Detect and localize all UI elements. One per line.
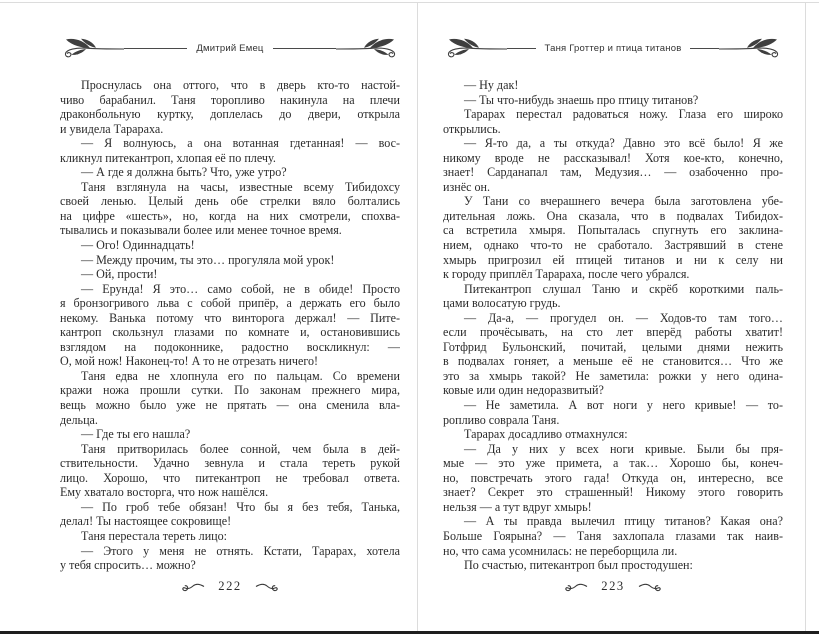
text-line: взглядом на подоконнике, радостно воскликнул: — bbox=[60, 339, 400, 354]
page-text-right bbox=[443, 78, 783, 573]
text-line: Таня притворилась более сонной, чем была в дей- bbox=[81, 441, 400, 456]
right-edge-rule bbox=[805, 2, 806, 631]
running-head-rule bbox=[124, 48, 187, 49]
text-line: са встретила хмыря. Попыталась спугнуть его заклина- bbox=[443, 223, 783, 238]
text-line: О, мой нож! Наконец-то! А то не отрезать ничего! bbox=[60, 354, 319, 369]
text-line: тывались и показывали более или менее точное время. bbox=[60, 223, 342, 238]
page-number: 222 bbox=[218, 579, 242, 594]
text-line: нием, однако что-то не сработало. Застрявший в стене bbox=[443, 238, 783, 253]
page-gutter-rule bbox=[417, 2, 418, 631]
top-rule bbox=[0, 2, 819, 3]
text-line: — Ой, прости! bbox=[81, 267, 158, 282]
text-line: цами волосатую грудь. bbox=[443, 296, 561, 311]
swash-curl-icon bbox=[181, 581, 205, 593]
text-line: Тарарах перестал радоваться ножу. Глаза его широко bbox=[464, 107, 783, 122]
text-line: у тебя спросить… можно? bbox=[60, 558, 196, 573]
running-head-right bbox=[443, 36, 783, 60]
running-head-rule bbox=[507, 48, 536, 49]
text-line: нельзя — а тут вдруг хмырь! bbox=[443, 499, 592, 514]
page-footer-right bbox=[443, 578, 783, 596]
swash-curl-icon bbox=[564, 581, 588, 593]
running-head-title: Таня Гроттер и птица титанов bbox=[544, 42, 682, 54]
swash-curl-icon bbox=[255, 581, 279, 593]
text-line: в подвалах гоняет, а меньше её не становится… Что же bbox=[443, 354, 783, 369]
text-line: У Тани со вчерашнего вечера была заготовлена убе- bbox=[464, 194, 783, 209]
text-line: — Этого у меня не отнять. Кстати, Тарарах, хотела bbox=[81, 543, 400, 558]
page-footer-left bbox=[60, 578, 400, 596]
vine-flourish-icon bbox=[443, 37, 507, 59]
text-line: Готфрид Бульонский, почитай, целыми днями нежить bbox=[443, 339, 783, 354]
text-line: — По гроб тебе обязан! Что бы я без тебя, Танька, bbox=[81, 499, 400, 514]
text-line: Питекантроп слушал Таню и скрёб короткими паль- bbox=[464, 281, 783, 296]
running-head-rule bbox=[273, 48, 336, 49]
text-line: — Да у них у всех ноги кривые. Были бы пря- bbox=[464, 441, 783, 456]
text-line: Проснулась она оттого, что в дверь кто-то настой- bbox=[81, 78, 400, 92]
text-line: — Ого! Одиннадцать! bbox=[81, 238, 195, 253]
text-line: — Да-а, — прогудел он. — Ходов-то там того… bbox=[464, 310, 783, 325]
page-right bbox=[443, 36, 783, 596]
vine-flourish-icon bbox=[719, 37, 783, 59]
text-line: — Ну дак! bbox=[464, 78, 519, 92]
text-line: ропливо соврала Таня. bbox=[443, 412, 560, 427]
text-line: — Между прочим, ты это… прогуляла мой урок! bbox=[81, 252, 335, 267]
text-line: лицо. Хорошо, что питекантроп не требовал ответа. bbox=[60, 470, 400, 485]
text-line: знает! Сарданапал там, Медузия… — озабоченно про- bbox=[443, 165, 783, 180]
page-left bbox=[60, 36, 400, 596]
text-line: — Ерунда! Я это… само собой, не в обиде! Просто bbox=[81, 281, 400, 296]
text-line: Тарарах досадливо отмахнулся: bbox=[464, 427, 628, 442]
text-line: — Я-то да, а ты откуда? Давно это всё было! Я же bbox=[464, 136, 783, 151]
page-number: 223 bbox=[601, 579, 625, 594]
text-line: ковые или один недоразвитый? bbox=[443, 383, 604, 398]
text-line: — Где ты его нашла? bbox=[81, 427, 191, 442]
text-line: вещь можно было уже не прятать — она сменила вла- bbox=[60, 398, 400, 413]
text-line: хмырь пригрозил ей птицей титанов и ни к селу ни bbox=[443, 252, 783, 267]
text-line: — Я волнуюсь, а она вотанная гдетанная! — вос- bbox=[81, 136, 400, 151]
text-line: некому. Ванька потому что винторога держал! — Пите- bbox=[60, 310, 400, 325]
text-line: чиво барабанил. Таня торопливо накинула на плечи bbox=[60, 92, 400, 107]
text-line: — Не заметила. А вот ноги у него кривые! — то- bbox=[464, 398, 783, 413]
text-line: изнёс он. bbox=[443, 179, 491, 194]
text-line: — А где я должна быть? Что, уже утро? bbox=[81, 165, 287, 180]
text-line: открылись. bbox=[443, 121, 501, 136]
vine-flourish-icon bbox=[60, 37, 124, 59]
running-head-rule bbox=[690, 48, 719, 49]
text-line: По счастью, питекантроп был простодушен: bbox=[464, 558, 693, 573]
text-line: Ему хватало восторга, что нож нашёлся. bbox=[60, 485, 269, 500]
text-line: к городу приплёл Тарараха, после чего убрался. bbox=[443, 267, 690, 282]
text-line: ствительности. Удачно зевнула и стала тереть рукой bbox=[60, 456, 400, 471]
text-line: своей ленью. Целый день обе стрелки вяло болтались bbox=[60, 194, 400, 209]
text-line: делал! Ты настоящее сокровище! bbox=[60, 514, 232, 529]
vine-flourish-icon bbox=[336, 37, 400, 59]
text-line: кражи ножа прошли сутки. По законам прежнего мира, bbox=[60, 383, 400, 398]
text-line: — Ты что-нибудь знаешь про птицу титанов? bbox=[464, 92, 699, 107]
text-line: — А ты правда вылечил птицу титанов? Какая она? bbox=[464, 514, 783, 529]
running-head-author: Дмитрий Емец bbox=[196, 42, 264, 54]
text-line: дительная ложь. Она сказала, что в подвалах Тибидох- bbox=[443, 208, 783, 223]
running-head-left bbox=[60, 36, 400, 60]
page-text-left bbox=[60, 78, 400, 573]
text-line: никому вроде не рассказывал! Хотя кое-кто, конечно, bbox=[443, 150, 783, 165]
text-line: дельца. bbox=[60, 412, 98, 427]
text-line: Больше Гоярына? — Таня захлопала глазами так наив- bbox=[443, 528, 783, 543]
text-line: на цифре «шесть», но, когда на них смотрели, спохва- bbox=[60, 208, 400, 223]
text-line: драконбольную куртку, доплелась до двери, открыла bbox=[60, 107, 400, 122]
text-line: знает? Секрет это страшенный! Никому этого говорить bbox=[443, 485, 783, 500]
text-line: и увидела Тарараха. bbox=[60, 121, 164, 136]
text-line: Таня взглянула на часы, известные всему Тибидохсу bbox=[81, 179, 400, 194]
text-line: Таня едва не хлопнула его по пальцам. Со времени bbox=[81, 368, 400, 383]
text-line: но, что сама усомнилась: не переборщила ли. bbox=[443, 543, 678, 558]
swash-curl-icon bbox=[638, 581, 662, 593]
text-line: это за хмырь такой? Не заметила: рожки у него одина- bbox=[443, 368, 783, 383]
bottom-bar bbox=[0, 631, 819, 634]
text-line: я бронзогривого льва с собой припёр, а держать его было bbox=[60, 296, 400, 311]
text-line: но, повстречать этого гада! Откуда он, интересно, все bbox=[443, 470, 783, 485]
text-line: мые — это уже примета, а так… Хорошо бы, конеч- bbox=[443, 456, 783, 471]
text-line: Таня перестала тереть лицо: bbox=[81, 528, 228, 543]
text-line: если прочёсывать, на сто лет вперёд работы хватит! bbox=[443, 325, 783, 340]
text-line: кликнул питекантроп, хлопая её по плечу. bbox=[60, 150, 276, 165]
text-line: кантроп скользнул глазами по комнате и, остановившись bbox=[60, 325, 400, 340]
